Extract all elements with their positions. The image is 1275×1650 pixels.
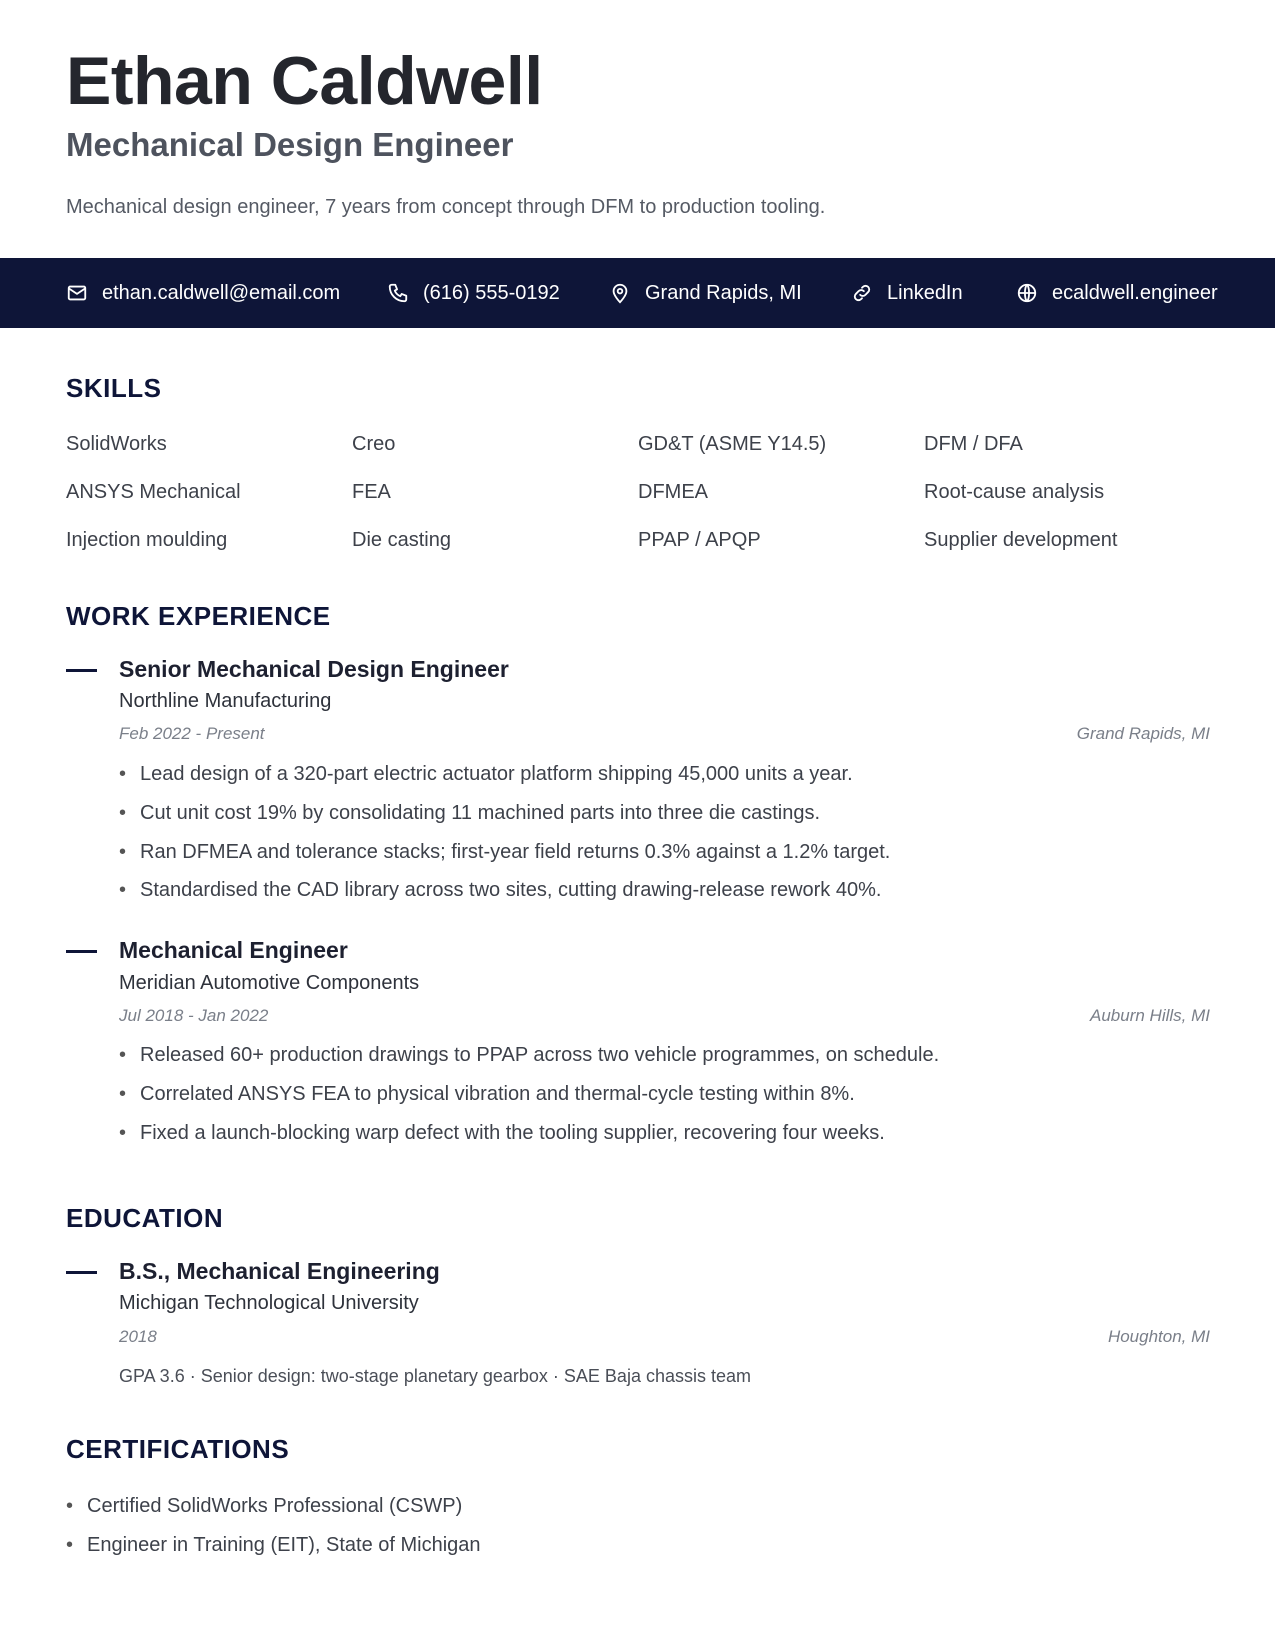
- certification-text: Engineer in Training (EIT), State of Michigan: [87, 1534, 481, 1556]
- skill-item: DFMEA: [638, 481, 708, 503]
- contact-location: [609, 258, 802, 328]
- bullet-dot: •: [119, 879, 127, 901]
- skill-item: Supplier development: [924, 529, 1118, 551]
- bullet-text: Released 60+ production drawings to PPAP across two vehicle programmes, on schedule.: [140, 1044, 940, 1066]
- job-bullet: [119, 763, 853, 786]
- contact-bar: [0, 258, 1275, 328]
- section-title-education: EDUCATION: [66, 1203, 224, 1233]
- bullet-text: Cut unit cost 19% by consolidating 11 machined parts into three die castings.: [140, 802, 821, 824]
- section-title-work: WORK EXPERIENCE: [66, 601, 331, 631]
- job-bullet: [119, 1083, 855, 1106]
- mail-icon: [66, 282, 88, 304]
- website-text: ecaldwell.engineer: [1052, 281, 1218, 304]
- contact-linkedin[interactable]: [851, 258, 963, 328]
- map-pin-icon: [609, 282, 631, 304]
- education-details: GPA 3.6 · Senior design: two-stage planetary gearbox · SAE Baja chassis team: [119, 1366, 751, 1386]
- skill-item: SolidWorks: [66, 433, 167, 455]
- entry-dash: [66, 1271, 97, 1274]
- section-title-skills: SKILLS: [66, 373, 162, 403]
- job-bullet: [119, 1122, 885, 1145]
- job-bullet: [119, 879, 881, 902]
- contact-email[interactable]: [66, 258, 340, 328]
- job-location: Grand Rapids, MI: [1076, 724, 1210, 743]
- skill-item: Injection moulding: [66, 529, 228, 551]
- skill-item: ANSYS Mechanical: [66, 481, 241, 503]
- certification-item: [66, 1495, 462, 1518]
- skill-item: Creo: [352, 433, 396, 455]
- bullet-dot: •: [119, 841, 127, 863]
- job-dates: Jul 2018 - Jan 2022: [119, 1006, 269, 1025]
- section-title-certifications: CERTIFICATIONS: [66, 1434, 290, 1464]
- certification-item: [66, 1534, 481, 1557]
- bullet-dot: •: [119, 1044, 127, 1066]
- graduation-year: 2018: [119, 1327, 157, 1346]
- job-company: Meridian Automotive Components: [119, 972, 420, 994]
- entry-dash: [66, 950, 97, 953]
- bullet-text: Ran DFMEA and tolerance stacks; first-year field returns 0.3% against a 1.2% target.: [140, 841, 891, 863]
- school-location: Houghton, MI: [1107, 1327, 1210, 1346]
- job-company: Northline Manufacturing: [119, 690, 332, 712]
- skill-item: Root-cause analysis: [924, 481, 1105, 503]
- contact-phone[interactable]: [387, 258, 560, 328]
- link-icon: [851, 282, 873, 304]
- entry-dash: [66, 669, 97, 672]
- job-bullet: [119, 802, 820, 825]
- degree: B.S., Mechanical Engineering: [119, 1258, 440, 1284]
- skill-item: Die casting: [352, 529, 451, 551]
- contact-website[interactable]: [1016, 258, 1218, 328]
- bullet-dot: •: [119, 763, 127, 785]
- school: Michigan Technological University: [119, 1292, 419, 1314]
- phone-text: (616) 555-0192: [423, 281, 560, 304]
- bullet-dot: •: [119, 1083, 127, 1105]
- bullet-dot: •: [119, 1122, 127, 1144]
- bullet-text: Fixed a launch-blocking warp defect with the tooling supplier, recovering four weeks.: [140, 1122, 885, 1144]
- email-text: ethan.caldwell@email.com: [102, 281, 341, 304]
- skill-item: DFM / DFA: [924, 433, 1023, 455]
- location-text: Grand Rapids, MI: [645, 281, 802, 304]
- candidate-name: Ethan Caldwell: [66, 43, 543, 119]
- job-bullet: [119, 841, 890, 864]
- bullet-text: Lead design of a 320-part electric actuator platform shipping 45,000 units a year.: [140, 763, 853, 785]
- bullet-dot: •: [66, 1495, 74, 1517]
- summary: Mechanical design engineer, 7 years from concept through DFM to production tooling.: [66, 196, 826, 218]
- bullet-text: Correlated ANSYS FEA to physical vibration and thermal-cycle testing within 8%.: [140, 1083, 855, 1105]
- certification-text: Certified SolidWorks Professional (CSWP): [87, 1495, 463, 1517]
- job-bullet: [119, 1044, 939, 1067]
- bullet-text: Standardised the CAD library across two sites, cutting drawing-release rework 40%.: [140, 879, 882, 901]
- job-location: Auburn Hills, MI: [1090, 1006, 1210, 1025]
- job-role: Mechanical Engineer: [119, 937, 348, 963]
- job-dates: Feb 2022 - Present: [119, 724, 265, 743]
- linkedin-text: LinkedIn: [887, 281, 963, 304]
- skill-item: PPAP / APQP: [638, 529, 761, 551]
- job-role: Senior Mechanical Design Engineer: [119, 656, 509, 682]
- job-title: Mechanical Design Engineer: [66, 126, 514, 163]
- bullet-dot: •: [66, 1534, 74, 1556]
- globe-icon: [1016, 282, 1038, 304]
- bullet-dot: •: [119, 802, 127, 824]
- phone-icon: [387, 282, 409, 304]
- skill-item: GD&T (ASME Y14.5): [638, 433, 827, 455]
- skill-item: FEA: [352, 481, 391, 503]
